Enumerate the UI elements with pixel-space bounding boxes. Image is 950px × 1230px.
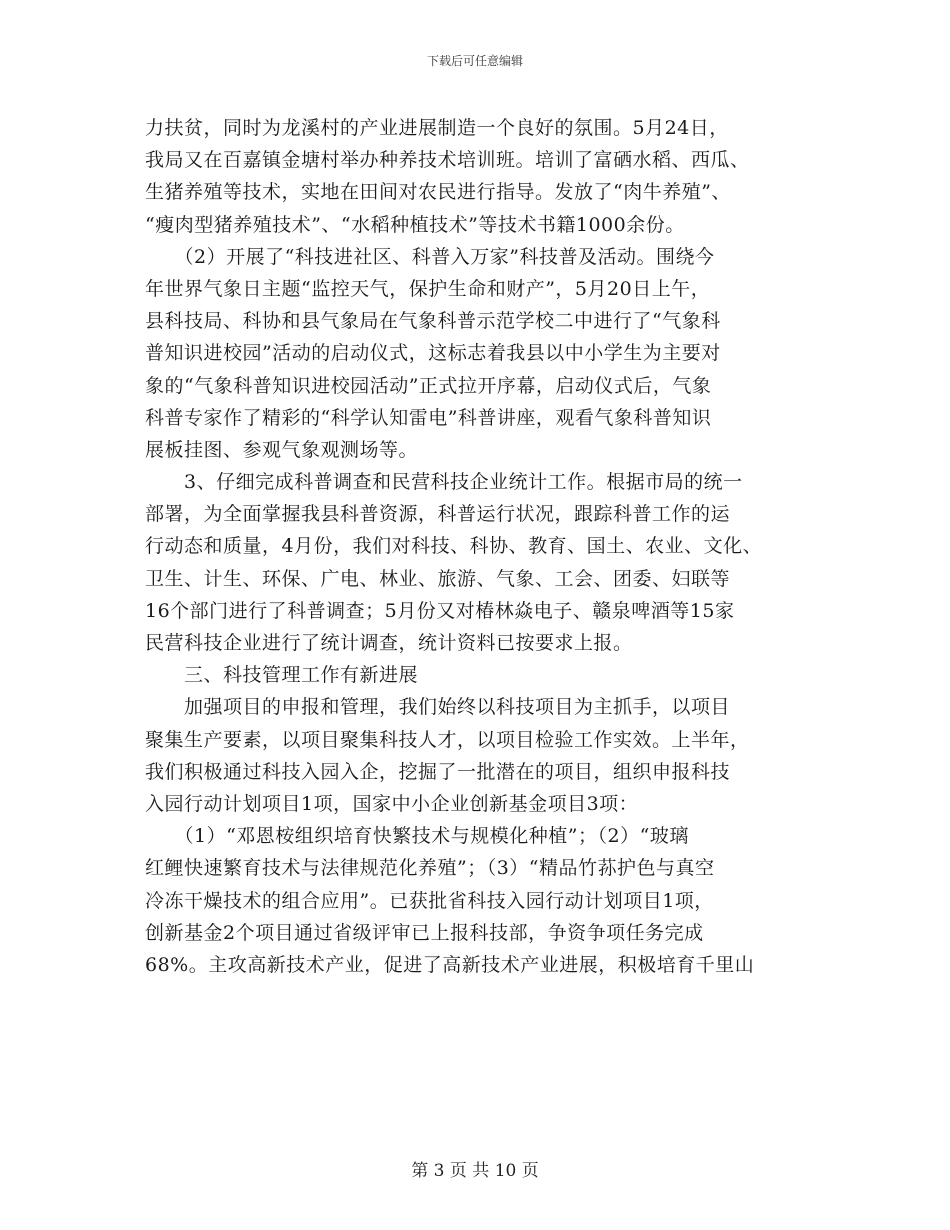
page-header: 下载后可任意编辑 [426, 54, 523, 68]
text-line: 行动态和质量，4月份，我们对科技、科协、教育、国土、农业、文化、 [145, 535, 763, 558]
text-line: 加强项目的申报和管理，我们始终以科技项目为主抓手，以项目 [145, 696, 731, 719]
text-line: 创新基金2个项目通过省级评审已上报科技部，争资争项任务完成 [145, 921, 704, 944]
text-line: 16个部门进行了科普调查；5月份又对椿林焱电子、赣泉啤酒等15家 [145, 599, 735, 622]
text-line: 科普专家作了精彩的“科学认知雷电”科普讲座，观看气象科普知识 [145, 406, 712, 429]
text-line: 冷冻干燥技术的组合应用”。已获批省科技入园行动计划项目1项， [145, 889, 714, 912]
text-line: 卫生、计生、环保、广电、林业、旅游、气象、工会、团委、妇联等 [145, 567, 731, 590]
text-line: 普知识进校园”活动的启动仪式，这标志着我县以中小学生为主要对 [145, 342, 721, 365]
text-line: “瘦肉型猪养殖技术”、“水稻种植技术”等技术书籍1000余份。 [145, 213, 685, 236]
text-line: 象的“气象科普知识进校园活动”正式拉开序幕，启动仪式后，气象 [145, 374, 712, 397]
text-line: 县科技局、科协和县气象局在气象科普示范学校二中进行了“气象科 [145, 310, 721, 333]
text-line: 生猪养殖等技术，实地在田间对农民进行指导。发放了“肉牛养殖”、 [145, 181, 731, 204]
page-number: 第 3 页 共 10 页 [411, 1161, 539, 1181]
text-line: 我局又在百嘉镇金塘村举办种养技术培训班。培训了富硒水稻、西瓜、 [145, 149, 750, 172]
text-line: 68%。主攻高新技术产业，促进了高新技术产业进展，积极培育千里山 [145, 953, 755, 976]
section-heading: 三、科技管理工作有新进展 [145, 664, 419, 687]
text-line: 年世界气象日主题“监控天气，保护生命和财产”，5月20日上午， [145, 277, 711, 300]
document-body [145, 112, 825, 981]
text-line: （2）开展了“科技进社区、科普入万家”科技普及活动。围绕今 [145, 245, 715, 268]
text-line: 民营科技企业进行了统计调查，统计资料已按要求上报。 [145, 632, 633, 654]
text-line: 力扶贫，同时为龙溪村的产业进展制造一个良好的氛围。5月24日， [145, 117, 729, 139]
text-line: 入园行动计划项目1项，国家中小企业创新基金项目3项： [145, 792, 639, 815]
text-line: 3、仔细完成科普调查和民营科技企业统计工作。根据市局的统一 [145, 471, 743, 494]
text-line: 聚集生产要素，以项目聚集科技人才，以项目检验工作实效。上半年， [145, 728, 750, 751]
text-line: 部署，为全面掌握我县科普资源，科普运行状况，跟踪科普工作的运 [145, 503, 731, 526]
text-line: （1）“邓恩桉组织培育快繁技术与规模化种植”；（2）“玻璃 [145, 825, 689, 848]
text-line: 展板挂图、参观气象观测场等。 [145, 438, 419, 461]
text-line: 我们积极通过科技入园入企，挖掘了一批潜在的项目，组织申报科技 [145, 760, 731, 783]
text-line: 红鲤快速繁育技术与法律规范化养殖”；（3）“精品竹荪护色与真空 [145, 857, 715, 880]
